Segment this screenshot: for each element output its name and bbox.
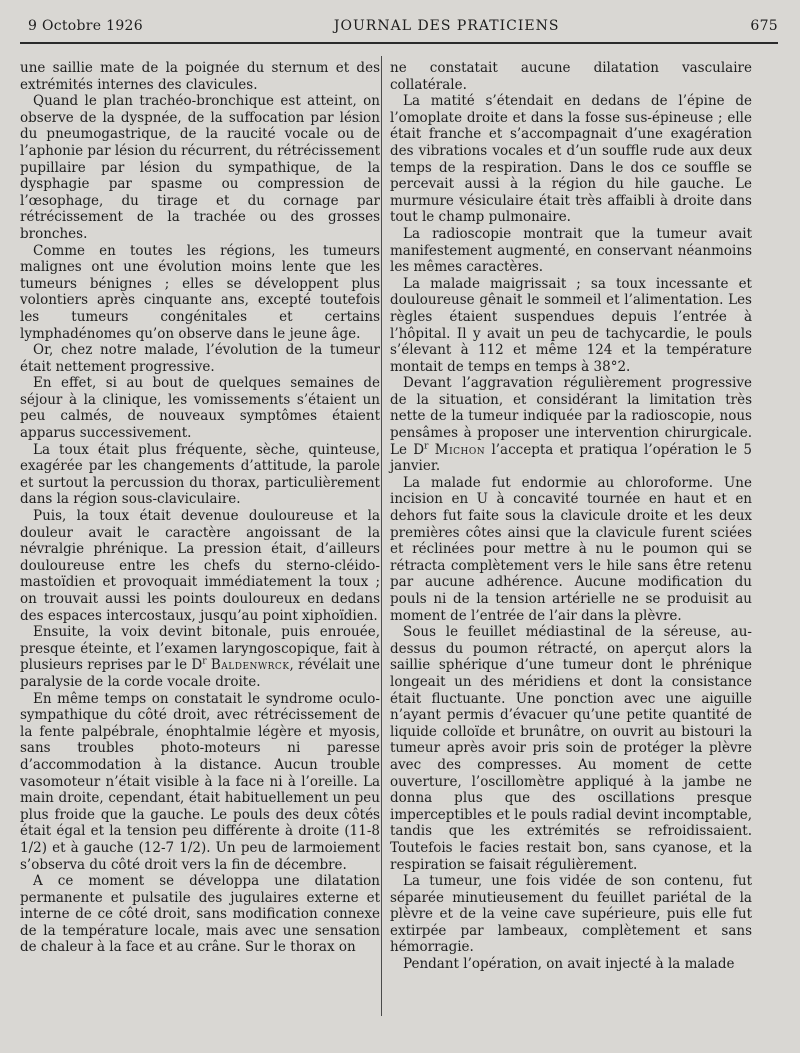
- superscript: r: [424, 441, 429, 452]
- paragraph: En même temps on constatait le syndrome oculo-sympathique du côté droit, avec rétrécissement de la fente palpébrale, énophtalmie légère et myosis, sans troubles photo-moteurs ni paresse d’accommodation à la distance. Aucun trouble vasomoteur n’était visible à la face ni à l’oreille. La main droite, cependant, était habituellement un peu plus froide que la gauche. Le pouls des deux côtés était égal et la tension peu différente à droite (11-8 1/2) et à gauche (12-7 1/2). Un peu de larmoiement s’observa du côté droit vers la fin de décembre.: [20, 690, 380, 873]
- paragraph: ne constatait aucune dilatation vasculaire collatérale.: [390, 60, 752, 93]
- paragraph: Comme en toutes les régions, les tumeurs malignes ont une évolution moins lente que les tumeurs bénignes ; elles se développent plus volontiers après cinquante ans, excepté toutefois les tumeurs congénitales et certains lymphadénomes qu’on observe dans le jeune âge.: [20, 242, 380, 342]
- text-run: , révélait une paralysie de la corde vocale droite.: [20, 657, 381, 690]
- header-rule: [20, 42, 778, 44]
- right-column: [390, 60, 752, 973]
- paragraph: La toux était plus fréquente, sèche, quinteuse, exagérée par les changements d’attitude, la parole et surtout la percussion du thorax, particulièrement dans la région sous-claviculaire.: [20, 441, 380, 508]
- paragraph: Puis, la toux était devenue douloureuse et la douleur avait le caractère angoissant de la névralgie phrénique. La pression était, d’ailleurs douloureuse entre les chefs du sterno-cléido-mastoïdien et provoquait immédiatement la toux ; on trouvait aussi les points douloureux en dedans des espaces intercostaux, jusqu’au point xiphoïdien.: [20, 508, 380, 624]
- running-header: [28, 18, 778, 42]
- person-name: Baldenwrck: [210, 657, 290, 674]
- issue-date: 9 Octobre 1926: [28, 18, 143, 34]
- left-column: [20, 60, 380, 956]
- text-run: Ensuite, la voix devint bitonale, puis enrouée, presque éteinte, et l’examen laryngoscopique, fait à plusieurs reprises par le D: [20, 624, 380, 674]
- text-run: Devant l’aggravation régulièrement progressive de la situation, et considérant la limitation très nette de la tumeur indiquée par la radioscopie, nous pensâmes à proposer une intervention chirurgicale. Le D: [390, 375, 752, 458]
- paragraph: La malade fut endormie au chloroforme. Une incision en U à concavité tournée en haut et en dehors fut faite sous la clavicule droite et les deux premières côtes ainsi que la clavicule furent sciées et réclinées pour mettre à nu le poumon qui se rétracta complètement vers le hile sans être retenu par aucune adhérence. Aucune modification du pouls ni de la tension artérielle ne se produisit au moment de l’entrée de l’air dans la plèvre.: [390, 474, 752, 624]
- text-run: l’accepta et pratiqua l’opération le 5 janvier.: [390, 441, 752, 475]
- paragraph: Pendant l’opération, on avait injecté à la malade: [403, 956, 735, 973]
- paragraph: A ce moment se développa une dilatation permanente et pulsatile des jugulaires externe et interne de ce côté droit, sans modification connexe de la température locale, mais avec une sensation de chaleur à la face et au crâne. Sur le thorax on: [20, 873, 380, 956]
- journal-title: JOURNAL DES PRATICIENS: [333, 18, 560, 34]
- paragraph: [20, 624, 380, 690]
- paragraph: La matité s’étendait en dedans de l’épine de l’omoplate droite et dans la fosse sus-épineuse ; elle était franche et s’accompagnait d’une exagération des vibrations vocales et d’un souffle rude aux deux temps de la respiration. Dans le dos ce souffle se percevait aussi à la région du hile gauche. Le murmure vésiculaire était très affaibli à droite dans tout le champ pulmonaire.: [390, 93, 752, 226]
- column-divider: [381, 56, 382, 1016]
- page-number: 675: [750, 18, 778, 34]
- paragraph: Or, chez notre malade, l’évolution de la tumeur était nettement progressive.: [20, 342, 380, 375]
- paragraph: La tumeur, une fois vidée de son contenu, fut séparée minutieusement du feuillet pariétal de la plèvre et de la veine cave supérieure, puis elle fut extirpée par lambeaux, complètement et sans hémorragie.: [390, 873, 752, 956]
- superscript: r: [202, 656, 207, 667]
- paragraph: Sous le feuillet médiastinal de la séreuse, au-dessus du poumon rétracté, on aperçut alors la saillie sphérique d’une tumeur dont le phrénique longeait un des méridiens et dont la consistance était fluctuante. Une ponction avec une aiguille n’ayant permis d’évacuer qu’une petite quantité de liquide colloïde et brunâtre, on ouvrit au bistouri la tumeur après avoir pris soin de protéger la plèvre avec des compresses. Au moment de cette ouverture, l’oscillomètre appliqué à la jambe ne donna plus que des oscillations presque imperceptibles et le pouls radial devint incomptable, tandis que les extrémités se refroidissaient. Toutefois le facies restait bon, sans cyanose, et la respiration se faisait régulièrement.: [390, 624, 752, 873]
- person-name: Michon: [434, 441, 486, 458]
- paragraph: Quand le plan trachéo-bronchique est atteint, on observe de la dyspnée, de la suffocation par lésion du pneumogastrique, de la raucité vocale ou de l’aphonie par lésion du récurrent, du rétrécissement pupillaire par lésion du sympathique, de la dysphagie par spasme ou compression de l’œsophage, du tirage et du cornage par rétrécissement de la trachée ou des grosses bronches.: [20, 93, 381, 242]
- paragraph: En effet, si au bout de quelques semaines de séjour à la clinique, les vomissements s’étaient un peu calmés, de nouveaux symptômes étaient apparus successivement.: [20, 375, 380, 442]
- paragraph: La malade maigrissait ; sa toux incessante et douloureuse gênait le sommeil et l’alimentation. Les règles étaient suspendues depuis l’entrée à l’hôpital. Il y avait un peu de tachycardie, le pouls s’élevant à 112 et même 124 et la température montait de temps en temps à 38°2.: [390, 275, 752, 375]
- paragraph: une saillie mate de la poignée du sternum et des extrémités internes des clavicules.: [20, 60, 380, 93]
- paragraph: [390, 375, 752, 475]
- paragraph: La radioscopie montrait que la tumeur avait manifestement augmenté, en conservant néanmoins les mêmes caractères.: [390, 225, 752, 276]
